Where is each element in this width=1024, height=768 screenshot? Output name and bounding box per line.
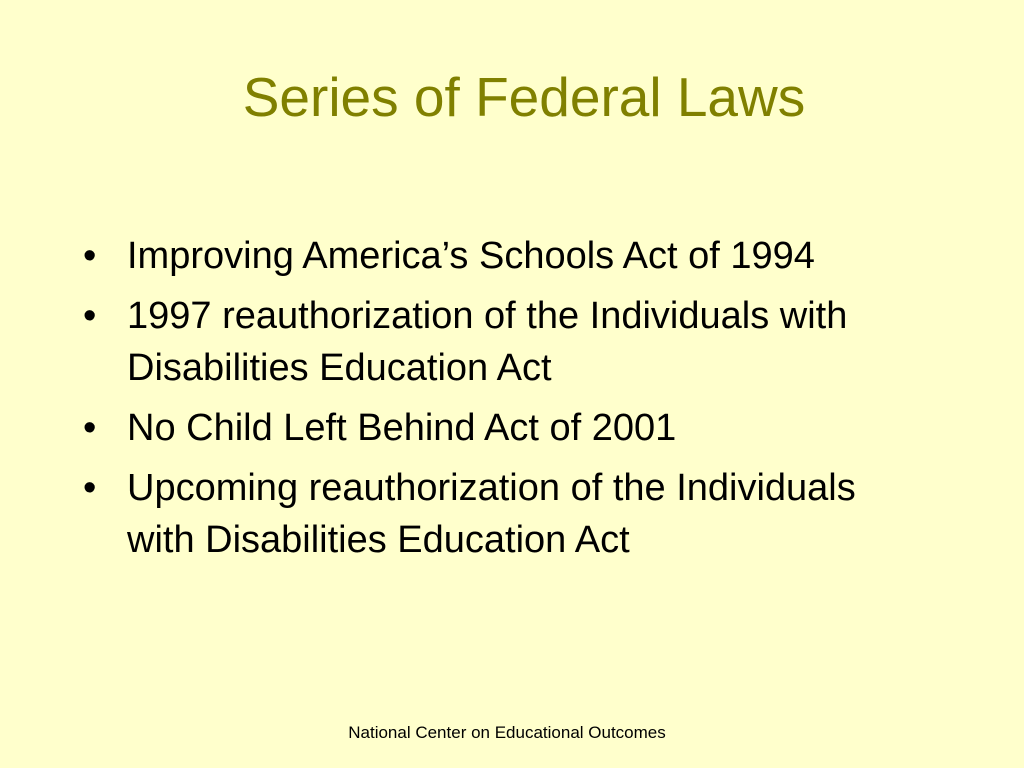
bullet-list	[83, 230, 913, 574]
bullet-marker: •	[83, 407, 97, 450]
bullet-marker: •	[83, 295, 97, 338]
bullet-text: 1997 reauthorization of the Individuals with Disabilities Education Act	[127, 295, 848, 390]
bullet-text: Improving America’s Schools Act of 1994	[127, 235, 815, 277]
slide-footer: National Center on Educational Outcomes	[348, 723, 666, 742]
bullet-text: No Child Left Behind Act of 2001	[127, 407, 677, 450]
bullet-item	[83, 230, 913, 282]
bullet-marker: •	[83, 235, 97, 277]
slide-title: Series of Federal Laws	[242, 66, 806, 128]
bullet-item	[83, 290, 913, 394]
bullet-item	[83, 402, 913, 454]
bullet-marker: •	[83, 467, 97, 510]
bullet-text: Upcoming reauthorization of the Individuals with Disabilities Education Act	[127, 467, 856, 562]
bullet-item	[83, 462, 913, 566]
